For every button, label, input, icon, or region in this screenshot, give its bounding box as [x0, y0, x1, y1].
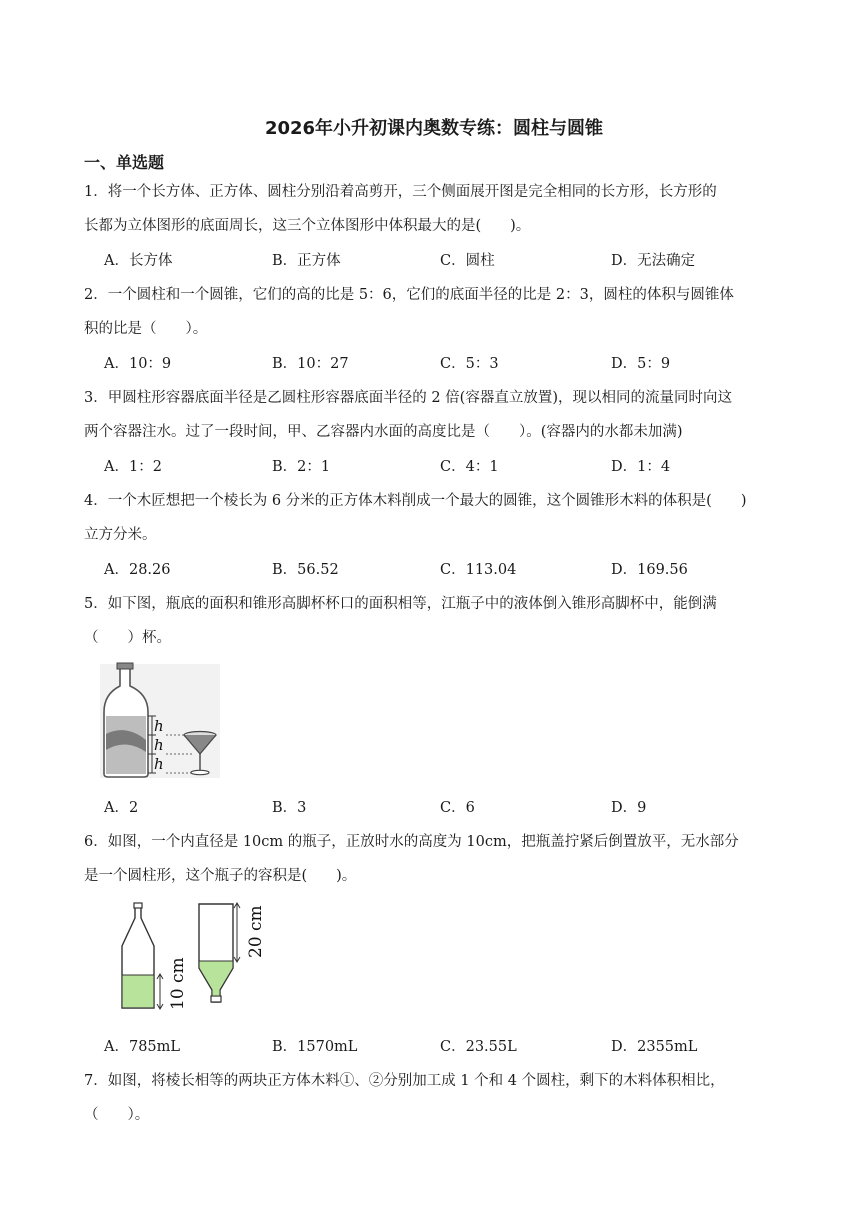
bottle-inversion-figure: [110, 898, 280, 1023]
question-7-line-1: 7．如图，将棱长相等的两块正方体木料①、②分别加工成 1 个和 4 个圆柱，剩下的木料体积相比，: [84, 1073, 725, 1089]
height-label-2: h: [154, 736, 164, 754]
question-5-line-1: 5．如下图，瓶底的面积和锥形高脚杯杯口的面积相等，江瓶子中的液体倒入锥形高脚杯中，能倒满: [84, 596, 717, 612]
question-3-option-d: D．1：4: [611, 459, 671, 475]
water-height-label: 10 cm: [168, 957, 188, 1010]
height-label-1: h: [154, 717, 164, 735]
question-4-line-1: 4．一个木匠想把一个棱长为 6 分米的正方体木料削成一个最大的圆锥，这个圆锥形木料的体积是( ): [84, 493, 747, 509]
question-5-option-c: C．6: [440, 800, 475, 816]
question-4-option-c: C．113.04: [440, 562, 517, 578]
bottle-and-goblet-figure: [100, 660, 225, 780]
question-1-option-d: D．无法确定: [611, 253, 696, 269]
question-4-option-b: B．56.52: [272, 562, 339, 578]
question-2-line-2: 积的比是（ ）。: [84, 321, 208, 337]
question-7-line-2: （ ）。: [84, 1107, 150, 1123]
question-6-option-c: C．23.55L: [440, 1039, 517, 1055]
question-4-option-a: A．28.26: [104, 562, 171, 578]
question-3-option-b: B．2：1: [272, 459, 331, 475]
question-1-option-c: C．圆柱: [440, 253, 495, 269]
question-1-option-a: A．长方体: [104, 253, 173, 269]
section-heading: 一、单选题: [84, 153, 165, 172]
question-6-option-b: B．1570mL: [272, 1039, 358, 1055]
question-2-line-1: 2．一个圆柱和一个圆锥，它们的高的比是 5：6，它们的底面半径的比是 2：3，圆柱的体积与圆锥体: [84, 287, 734, 303]
question-4-line-2: 立方分米。: [84, 527, 157, 543]
question-5-option-d: D．9: [611, 800, 647, 816]
question-6-option-d: D．2355mL: [611, 1039, 698, 1055]
question-2-option-b: B．10：27: [272, 356, 349, 372]
question-3-line-1: 3．甲圆柱形容器底面半径是乙圆柱形容器底面半径的 2 倍(容器直立放置)，现以相同的流量同时向这: [84, 390, 732, 406]
question-1-line-2: 长都为立体图形的底面周长，这三个立体图形中体积最大的是( )。: [84, 218, 531, 234]
air-height-label: 20 cm: [246, 905, 266, 958]
question-1-line-1: 1．将一个长方体、正方体、圆柱分别沿着高剪开，三个侧面展开图是完全相同的长方形，长方形的: [84, 184, 717, 200]
question-6-line-1: 6．如图，一个内直径是 10cm 的瓶子，正放时水的高度为 10cm，把瓶盖拧紧后倒置放平，无水部分: [84, 834, 739, 850]
question-2-option-d: D．5：9: [611, 356, 671, 372]
height-label-3: h: [154, 755, 164, 773]
question-3-option-a: A．1：2: [104, 459, 162, 475]
question-2-option-a: A．10：9: [104, 356, 172, 372]
page-title: 2026年小升初课内奥数专练：圆柱与圆锥: [264, 118, 604, 139]
question-1-option-b: B．正方体: [272, 253, 341, 269]
question-4-option-d: D．169.56: [611, 562, 688, 578]
question-5-option-b: B．3: [272, 800, 307, 816]
question-3-line-2: 两个容器注水。过了一段时间，甲、乙容器内水面的高度比是（ ）。(容器内的水都未加满): [84, 424, 683, 440]
question-5-option-a: A．2: [104, 800, 139, 816]
question-5-line-2: （ ）杯。: [84, 630, 171, 646]
question-2-option-c: C．5：3: [440, 356, 499, 372]
question-6-option-a: A．785mL: [104, 1039, 181, 1055]
question-3-option-c: C．4：1: [440, 459, 499, 475]
question-6-line-2: 是一个圆柱形，这个瓶子的容积是( )。: [84, 868, 357, 884]
upright-water: [123, 975, 154, 1007]
